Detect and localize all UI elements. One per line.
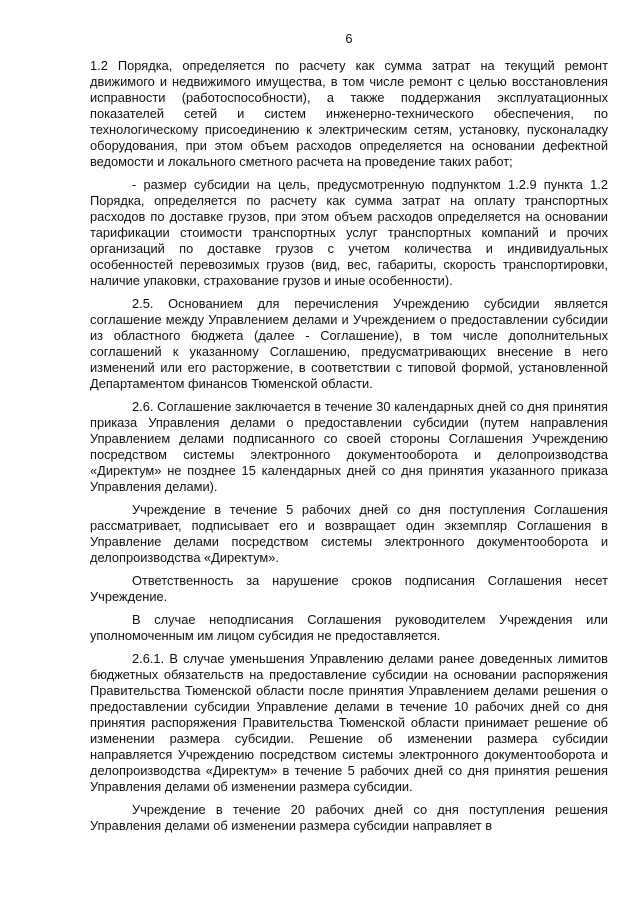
paragraph-transport-costs: - размер субсидии на цель, предусмотренную подпунктом 1.2.9 пункта 1.2 Порядка, определяется по расчету как сумма затрат на оплату транспортных расходов по доставке грузов, при этом объем расходов определяется на основании тарификации стоимости транспортных услуг транспортных компаний и прочих организаций по доставке грузов с учетом количества и индивидуальных особенностей перевозимых грузов (вид, вес, габариты, скорость транспортировки, наличие упаковки, страхование грузов и иные особенности). bbox=[90, 177, 608, 288]
paragraph-signing: Учреждение в течение 5 рабочих дней со дня поступления Соглашения рассматривает, подписывает его и возвращает один экземпляр Соглашения в Управление делами посредством системы электронного документооборота и делопроизводства «Директум». bbox=[90, 502, 608, 565]
paragraph-2-5: 2.5. Основанием для перечисления Учреждению субсидии является соглашение между Управлением делами и Учреждением о предоставлении субсидии из областного бюджета (далее - Соглашение), в том числе дополнительных соглашений к указанному Соглашению, предусматривающих внесение в него изменений или его расторжение, в соответствии с типовой формой, установленной Департаментом финансов Тюменской области. bbox=[90, 296, 608, 391]
paragraph-2-6-1: 2.6.1. В случае уменьшения Управлению делами ранее доведенных лимитов бюджетных обязательств на предоставление субсидии на основании распоряжения Правительства Тюменской области после принятия Управлением делами решения о предоставлении субсидии Управление делами в течение 10 рабочих дней со дня принятия распоряжения Правительства Тюменской области принимает решение об изменении размера субсидии. Решение об изменении размера субсидии направляется Учреждению посредством системы электронного документооборота и делопроизводства «Директум» в течение 5 рабочих дней со дня принятия решения Управления делами об изменении размера субсидии. bbox=[90, 651, 608, 794]
paragraph-non-signing: В случае неподписания Соглашения руководителем Учреждения или уполномоченным им лицом субсидия не предоставляется. bbox=[90, 612, 608, 643]
paragraph-budget-calc: 1.2 Порядка, определяется по расчету как сумма затрат на текущий ремонт движимого и недвижимого имущества, в том числе ремонт с целью восстановления исправности (работоспособности), а также поддержания эксплуатационных показателей сетей и систем инженерно-технического обеспечения, по технологическому присоединению к электрическим сетям, установку, пусконаладку оборудования, при этом объем расходов определяется на основании дефектной ведомости и локального сметного расчета на проведение таких работ; bbox=[90, 58, 608, 169]
paragraph-responsibility: Ответственность за нарушение сроков подписания Соглашения несет Учреждение. bbox=[90, 573, 608, 604]
paragraph-2-6: 2.6. Соглашение заключается в течение 30 календарных дней со дня принятия приказа Управления делами о предоставлении субсидии (путем направления Управлением делами подписанного со своей стороны Соглашения Учреждению посредством системы электронного документооборота и делопроизводства «Директум» не позднее 15 календарных дней со дня принятия указанного приказа Управления делами). bbox=[90, 399, 608, 494]
paragraph-decision-response: Учреждение в течение 20 рабочих дней со дня поступления решения Управления делами об изменении размера субсидии направляет в bbox=[90, 802, 608, 833]
page-number: 6 bbox=[345, 31, 353, 46]
